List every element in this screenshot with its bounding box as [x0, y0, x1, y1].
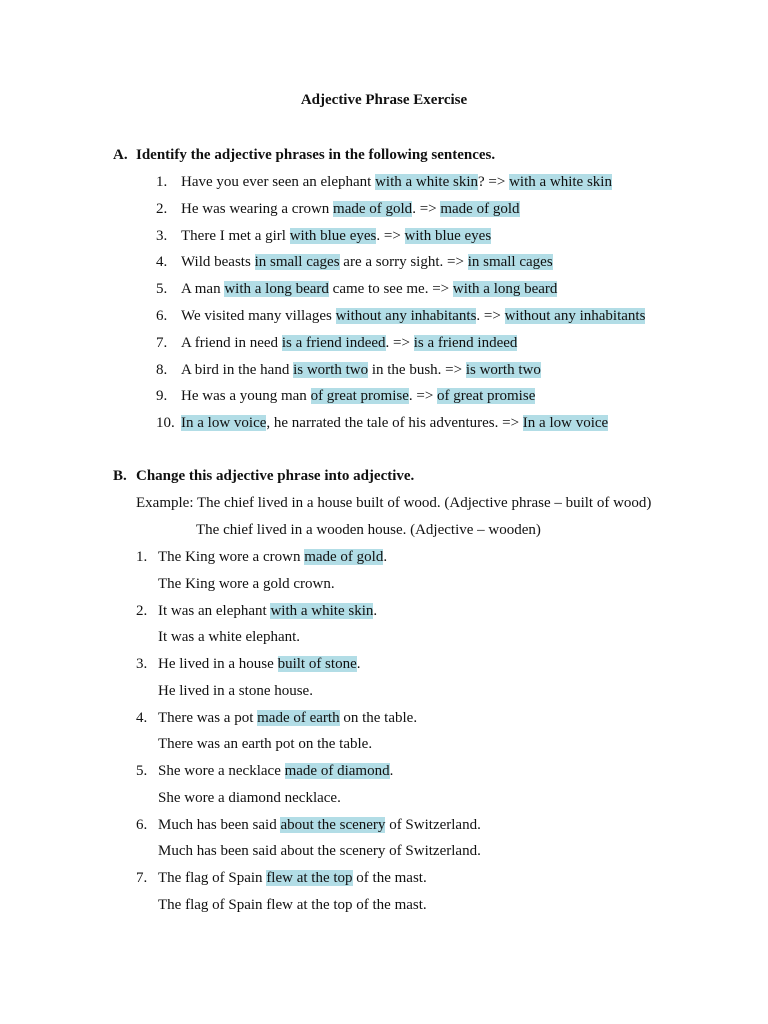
exercise-item	[136, 602, 377, 621]
example-line-2: The chief lived in a wooden house. (Adjective – wooden)	[196, 522, 541, 538]
item-number: 1.	[136, 549, 148, 565]
sentence-text: She wore a necklace	[158, 763, 285, 779]
sentence-text: A man	[181, 281, 225, 298]
section-a-heading-text: Identify the adjective phrases in the following sentences.	[136, 147, 496, 163]
list-item	[156, 414, 608, 433]
highlighted-phrase: of great promise	[437, 388, 536, 405]
item-number: 5.	[136, 763, 148, 779]
answer-line: She wore a diamond necklace.	[158, 789, 341, 806]
highlighted-phrase: is worth two	[293, 361, 369, 378]
sentence-text: A bird in the hand	[181, 361, 294, 378]
highlighted-phrase: in small cages	[467, 254, 553, 271]
highlighted-phrase: is a friend indeed	[413, 334, 518, 351]
item-number: 5.	[156, 281, 168, 298]
highlighted-phrase: made of gold	[304, 549, 384, 565]
sentence-text: Have you ever seen an elephant	[181, 174, 376, 190]
section-b-marker: B.	[113, 468, 127, 484]
page-title: Adjective Phrase Exercise	[300, 92, 468, 108]
answer-line: The King wore a gold crown.	[158, 575, 335, 592]
item-number: 9.	[156, 388, 168, 405]
item-number: 3.	[136, 656, 148, 672]
sentence-text: of the mast.	[352, 870, 427, 886]
highlighted-phrase: with blue eyes	[289, 227, 377, 244]
highlighted-phrase: with a long beard	[452, 281, 558, 298]
sentence-text: .	[383, 549, 388, 565]
list-item	[156, 307, 645, 326]
item-number: 1.	[156, 174, 168, 190]
exercise-item	[136, 548, 387, 567]
item-number: 7.	[156, 334, 168, 351]
highlighted-phrase: made of earth	[257, 709, 340, 726]
list-item	[156, 200, 520, 219]
sentence-text: .	[373, 602, 378, 619]
answer-line: Much has been said about the scenery of Switzerland.	[158, 843, 481, 859]
item-number: 2.	[156, 200, 168, 217]
item-number: 8.	[156, 361, 168, 378]
sentence-text: The King wore a crown	[158, 549, 305, 565]
answer-line: He lived in a stone house.	[158, 682, 313, 699]
item-number: 10.	[156, 415, 175, 432]
highlighted-phrase: with a white skin	[375, 174, 478, 190]
highlighted-phrase: In a low voice	[181, 415, 267, 432]
sentence-text: came to see me. =>	[328, 281, 453, 298]
sentence-text: .	[389, 763, 394, 779]
item-number: 4.	[156, 254, 168, 271]
sentence-text: There was a pot	[158, 709, 258, 726]
highlighted-phrase: without any inhabitants	[504, 308, 646, 324]
highlighted-phrase: with a white skin	[509, 174, 612, 190]
item-number: 4.	[136, 709, 148, 726]
sentence-text: .	[356, 656, 361, 672]
highlighted-phrase: is a friend indeed	[281, 334, 386, 351]
highlighted-phrase: made of gold	[333, 200, 413, 217]
highlighted-phrase: in small cages	[254, 254, 340, 271]
sentence-text: The flag of Spain	[158, 870, 267, 886]
sentence-text: ? =>	[477, 174, 510, 190]
exercise-item	[136, 816, 481, 835]
sentence-text: of Switzerland.	[385, 816, 481, 833]
sentence-text: He was a young man	[181, 388, 311, 405]
item-number: 3.	[156, 227, 168, 244]
highlighted-phrase: with blue eyes	[404, 227, 492, 244]
answer-line: The flag of Spain flew at the top of the mast.	[158, 896, 427, 913]
highlighted-phrase: built of stone	[277, 656, 357, 672]
section-b-heading	[113, 467, 414, 486]
section-a-marker: A.	[113, 147, 128, 163]
item-number: 6.	[136, 816, 148, 833]
sentence-text: in the bush. =>	[368, 361, 466, 378]
section-b-heading-text: Change this adjective phrase into adjective.	[136, 468, 415, 484]
list-item	[156, 173, 612, 192]
sentence-text: . =>	[412, 200, 441, 217]
highlighted-phrase: flew at the top	[266, 870, 353, 886]
highlighted-phrase: without any inhabitants	[335, 308, 477, 324]
list-item	[156, 334, 517, 353]
exercise-item	[136, 709, 417, 728]
sentence-text: . =>	[376, 227, 405, 244]
example-line-1: Example: The chief lived in a house built of wood. (Adjective phrase – built of wood)	[136, 495, 652, 511]
highlighted-phrase: with a white skin	[270, 602, 374, 619]
exercise-item	[136, 869, 427, 888]
sentence-text: are a sorry sight. =>	[339, 254, 468, 271]
sentence-text: There I met a girl	[181, 227, 290, 244]
sentence-text: Much has been said	[158, 816, 281, 833]
item-number: 7.	[136, 870, 148, 886]
sentence-text: It was an elephant	[158, 602, 271, 619]
answer-line: There was an earth pot on the table.	[158, 736, 373, 752]
highlighted-phrase: In a low voice	[522, 415, 609, 432]
sentence-text: . =>	[476, 308, 505, 324]
list-item	[156, 253, 553, 272]
sentence-text: . =>	[408, 388, 438, 405]
item-number: 6.	[156, 308, 168, 324]
sentence-text: on the table.	[339, 709, 418, 726]
answer-line: It was a white elephant.	[158, 629, 301, 645]
sentence-text: Wild beasts	[181, 254, 255, 271]
highlighted-phrase: about the scenery	[280, 816, 386, 833]
section-a-heading	[113, 146, 495, 165]
sentence-text: , he narrated the tale of his adventures. =>	[266, 415, 523, 432]
sentence-text: We visited many villages	[181, 308, 336, 324]
list-item	[156, 361, 541, 380]
highlighted-phrase: made of diamond	[284, 763, 390, 779]
list-item	[156, 387, 535, 406]
exercise-item	[136, 655, 360, 674]
sentence-text: He was wearing a crown	[181, 200, 334, 217]
list-item	[156, 280, 557, 299]
list-item	[156, 227, 491, 246]
exercise-item	[136, 762, 393, 781]
highlighted-phrase: is worth two	[465, 361, 541, 378]
item-number: 2.	[136, 602, 148, 619]
sentence-text: . =>	[385, 334, 414, 351]
highlighted-phrase: of great promise	[310, 388, 409, 405]
highlighted-phrase: made of gold	[440, 200, 520, 217]
sentence-text: A friend in need	[181, 334, 282, 351]
highlighted-phrase: with a long beard	[224, 281, 329, 298]
sentence-text: He lived in a house	[158, 656, 278, 672]
